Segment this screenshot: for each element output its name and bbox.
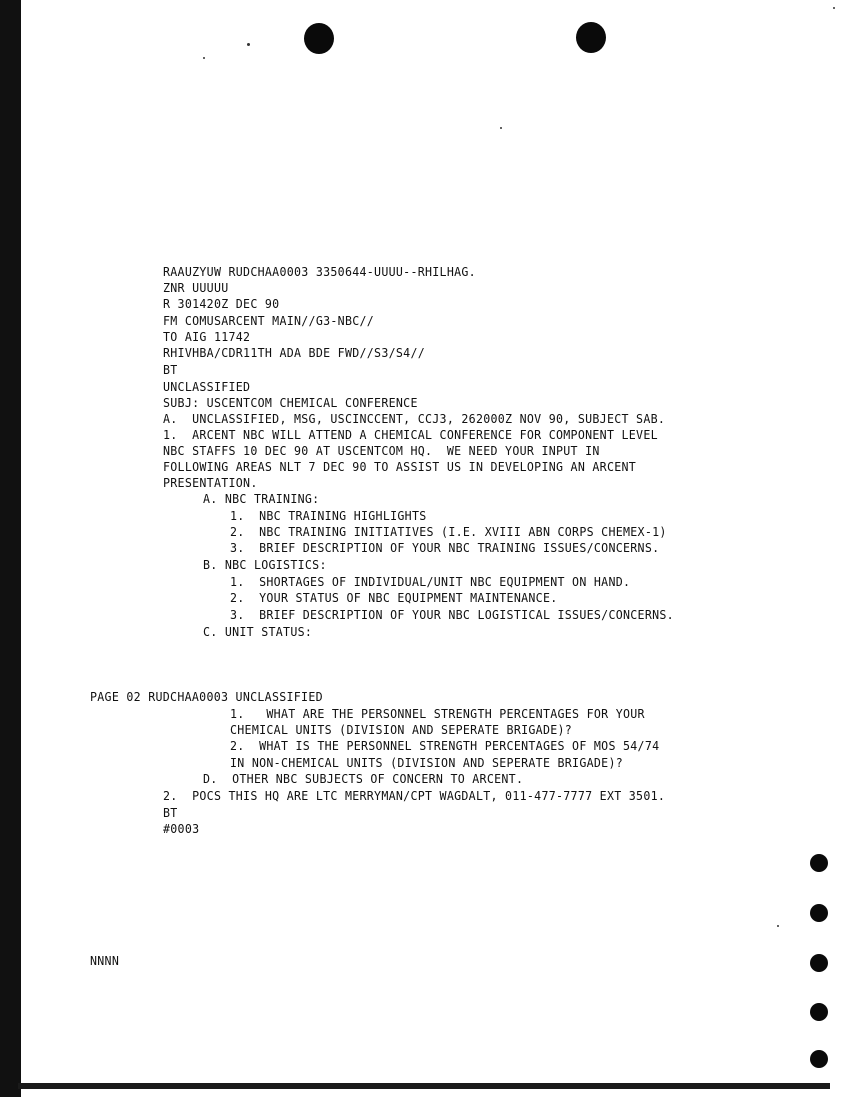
section-c-item: IN NON-CHEMICAL UNITS (DIVISION AND SEPERATE BRIGADE)? xyxy=(230,755,624,770)
to-line: TO AIG 11742 xyxy=(163,329,251,344)
scan-left-edge xyxy=(0,0,21,1097)
para1-line: PRESENTATION. xyxy=(163,475,258,490)
section-b-item: 3. BRIEF DESCRIPTION OF YOUR NBC LOGISTICAL ISSUES/CONCERNS. xyxy=(230,607,674,622)
section-c-item: CHEMICAL UNITS (DIVISION AND SEPERATE BRIGADE)? xyxy=(230,722,573,737)
section-b-item: 2. YOUR STATUS OF NBC EQUIPMENT MAINTENANCE. xyxy=(230,590,558,605)
section-a-heading: A. NBC TRAINING: xyxy=(203,491,320,506)
routing-line: RAAUZYUW RUDCHAA0003 3350644-UUUU--RHILHAG. xyxy=(163,264,476,279)
para1-line: NBC STAFFS 10 DEC 90 AT USCENTCOM HQ. WE NEED YOUR INPUT IN xyxy=(163,443,600,458)
scan-speck xyxy=(777,925,779,927)
punch-hole-side-1 xyxy=(810,854,828,872)
para1-line: FOLLOWING AREAS NLT 7 DEC 90 TO ASSIST US IN DEVELOPING AN ARCENT xyxy=(163,459,637,474)
page2-header: PAGE 02 RUDCHAA0003 UNCLASSIFIED xyxy=(90,689,323,704)
message-number: #0003 xyxy=(163,821,200,836)
para1-line: 1. ARCENT NBC WILL ATTEND A CHEMICAL CONFERENCE FOR COMPONENT LEVEL xyxy=(163,427,658,442)
end-of-message-nnnn: NNNN xyxy=(90,953,120,968)
section-c-heading: C. UNIT STATUS: xyxy=(203,624,313,639)
info-line: RHIVHBA/CDR11TH ADA BDE FWD//S3/S4// xyxy=(163,345,426,360)
punch-hole-top-right xyxy=(576,22,606,53)
section-a-item: 1. NBC TRAINING HIGHLIGHTS xyxy=(230,508,427,523)
section-a-item: 2. NBC TRAINING INITIATIVES (I.E. XVIII ABN CORPS CHEMEX-1) xyxy=(230,524,667,539)
classification-line: UNCLASSIFIED xyxy=(163,379,251,394)
subject-line: SUBJ: USCENTCOM CHEMICAL CONFERENCE xyxy=(163,395,418,410)
punch-hole-side-3 xyxy=(810,954,828,972)
section-a-item: 3. BRIEF DESCRIPTION OF YOUR NBC TRAINING ISSUES/CONCERNS. xyxy=(230,540,660,555)
punch-hole-side-5 xyxy=(810,1050,828,1068)
section-c-item: 1. WHAT ARE THE PERSONNEL STRENGTH PERCENTAGES FOR YOUR xyxy=(230,706,645,721)
reference-a: A. UNCLASSIFIED, MSG, USCINCCENT, CCJ3, 262000Z NOV 90, SUBJECT SAB. xyxy=(163,411,666,426)
from-line: FM COMUSARCENT MAIN//G3-NBC// xyxy=(163,313,375,328)
scan-speck xyxy=(247,43,250,46)
punch-hole-side-2 xyxy=(810,904,828,922)
dtg-line: R 301420Z DEC 90 xyxy=(163,296,280,311)
bt-line: BT xyxy=(163,362,178,377)
section-d-line: D. OTHER NBC SUBJECTS OF CONCERN TO ARCENT. xyxy=(203,771,524,786)
scan-bottom-edge xyxy=(18,1083,830,1089)
para2-line: 2. POCS THIS HQ ARE LTC MERRYMAN/CPT WAGDALT, 011-477-7777 EXT 3501. xyxy=(163,788,666,803)
section-b-heading: B. NBC LOGISTICS: xyxy=(203,557,327,572)
section-b-item: 1. SHORTAGES OF INDIVIDUAL/UNIT NBC EQUIPMENT ON HAND. xyxy=(230,574,631,589)
punch-hole-side-4 xyxy=(810,1003,828,1021)
scan-speck xyxy=(203,57,205,59)
footer-bt-line: BT xyxy=(163,805,178,820)
scan-speck xyxy=(833,7,835,9)
section-c-item: 2. WHAT IS THE PERSONNEL STRENGTH PERCENTAGES OF MOS 54/74 xyxy=(230,738,660,753)
scan-speck xyxy=(500,127,502,129)
punch-hole-top-left xyxy=(304,23,334,54)
znr-line: ZNR UUUUU xyxy=(163,280,229,295)
